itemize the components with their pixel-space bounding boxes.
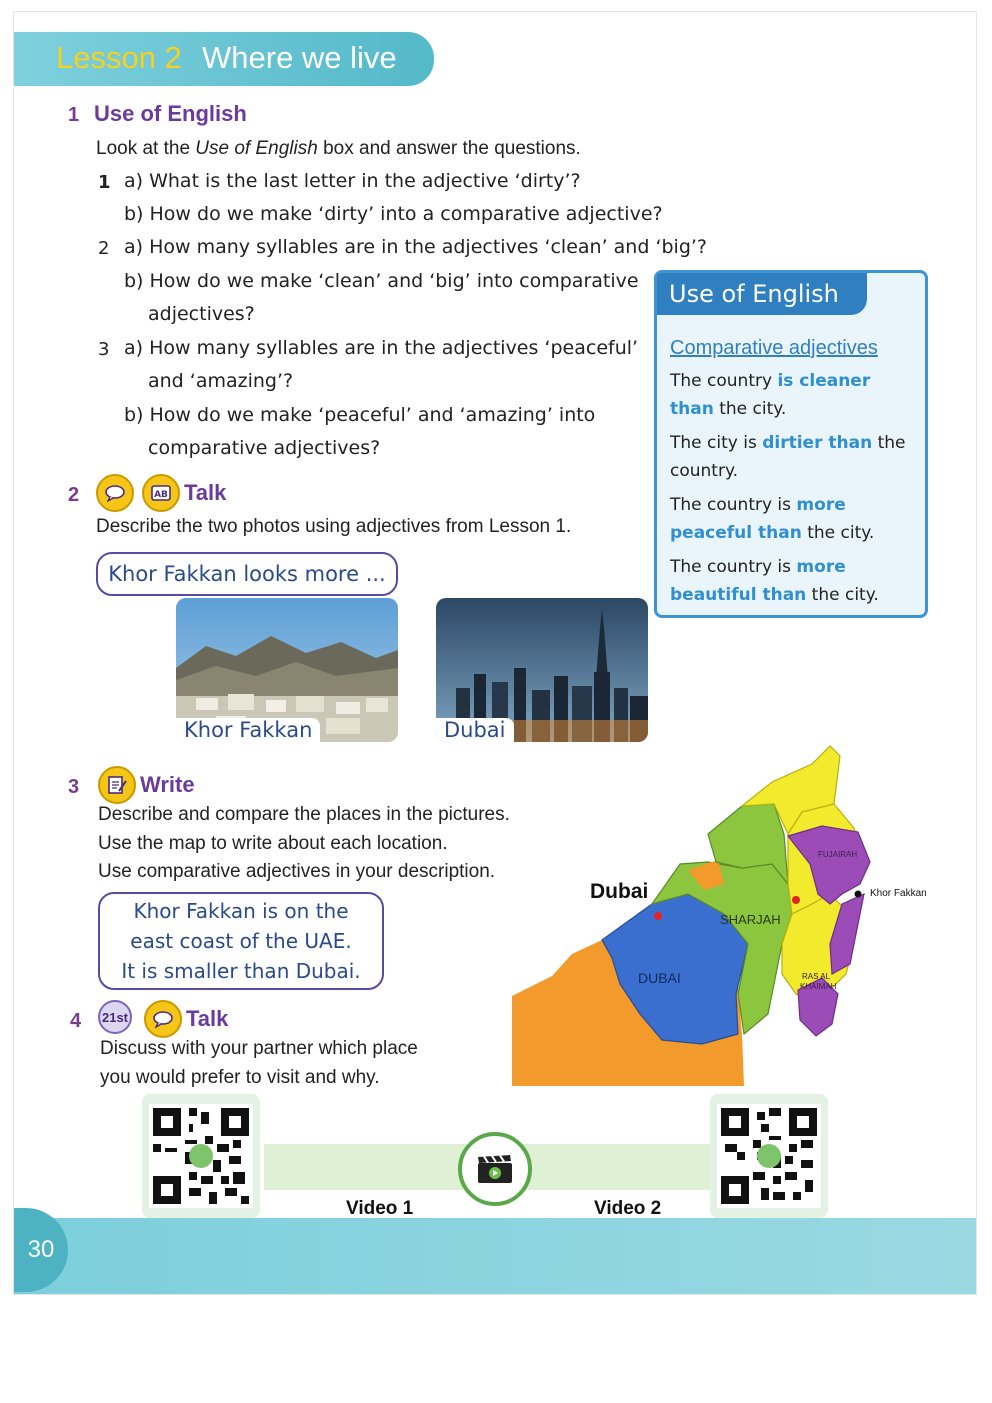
example-4: The country is more beautiful than the city. [670,557,879,605]
question-3a-line1: a) How many syllables are in the adjectives ‘peaceful’ [124,337,639,359]
page-footer [14,1218,976,1294]
video-1-label[interactable]: Video 1 [346,1198,414,1219]
workbook-page [14,12,976,1294]
question-2b-line1: b) How do we make ‘clean’ and ‘big’ into comparative [124,270,639,292]
section-3-line-3: Use comparative adjectives in your description. [98,861,496,882]
section-1-number: 1 [68,104,80,126]
section-1-instruction: Look at the Use of English box and answer the questions. [96,138,581,159]
talk-prompt-bubble: Khor Fakkan looks more ... [96,552,398,596]
lesson-label: Lesson 2 [56,40,182,75]
section-2-instruction: Describe the two photos using adjectives from Lesson 1. [96,516,572,537]
map-label-dubai: DUBAI [638,970,681,986]
map-label-khaimah: KHAIMAH [800,982,837,991]
lesson-title: Where we live [202,40,397,75]
21st-century-badge-icon: 21st [98,1000,132,1034]
question-3b-line1: b) How do we make ‘peaceful’ and ‘amazing’ into [124,404,596,426]
question-2-number: 2 [98,238,110,259]
map-label-ras-al: RAS AL [802,972,831,981]
question-3b-line2: comparative adjectives? [148,437,381,459]
video-clapperboard-icon[interactable] [458,1132,532,1206]
khor-fakkan-photo [176,598,398,742]
write-example-line-3: It is smaller than Dubai. [121,959,361,983]
example-2: The city is dirtier than the country. [670,433,906,481]
use-of-english-title: Use of English [657,273,867,315]
write-example-line-2: east coast of the UAE. [130,929,352,953]
video-2-qr-code[interactable] [710,1094,828,1218]
question-1a: a) What is the last letter in the adjective ‘dirty’? [124,170,581,192]
lesson-banner [14,32,434,86]
map-label-fujairah: FUJAIRAH [818,850,858,859]
ab-card-icon [142,474,180,512]
section-3-line-2: Use the map to write about each location. [98,833,448,854]
question-3a-line2: and ‘amazing’? [148,370,294,392]
question-2b-line2: adjectives? [148,303,255,325]
speech-bubble-icon [144,1000,182,1038]
svg-text:AB: AB [154,490,168,500]
dubai-caption: Dubai [436,718,514,742]
section-4-line-2: you would prefer to visit and why. [100,1067,380,1088]
question-3-number: 3 [98,339,110,360]
use-of-english-box [654,270,928,618]
section-3-number: 3 [68,776,80,798]
dubai-photo [436,598,648,742]
section-2-title: Talk [184,480,227,505]
section-1-title: Use of English [94,101,247,126]
section-3-line-1: Describe and compare the places in the pictures. [98,804,510,825]
section-2-number: 2 [68,484,80,506]
section-3-title: Write [140,772,195,797]
question-1b: b) How do we make ‘dirty’ into a comparative adjective? [124,203,663,225]
video-2-label[interactable]: Video 2 [594,1198,662,1219]
khor-fakkan-caption: Khor Fakkan [176,718,320,742]
section-4-number: 4 [70,1010,82,1032]
map-label-dubai-city: Dubai [590,880,649,903]
map-label-sharjah: SHARJAH [720,912,781,927]
section-4-title: Talk [186,1006,229,1031]
write-icon [98,766,136,804]
comparative-adjectives-heading: Comparative adjectives [670,337,878,359]
page-number: 30 [14,1208,68,1292]
example-1: The country is cleaner than the city. [670,371,871,419]
question-1-number: 1 [98,172,111,193]
write-example-line-1: Khor Fakkan is on the [133,899,349,923]
example-3: The country is more peaceful than the city. [670,495,875,543]
video-1-qr-code[interactable] [142,1094,260,1218]
section-4-line-1: Discuss with your partner which place [100,1038,418,1059]
question-2a: a) How many syllables are in the adjectives ‘clean’ and ‘big’? [124,236,708,258]
map-label-khor-fakkan: Khor Fakkan [870,888,927,899]
write-example-bubble [98,892,384,990]
speech-bubble-icon [96,474,134,512]
